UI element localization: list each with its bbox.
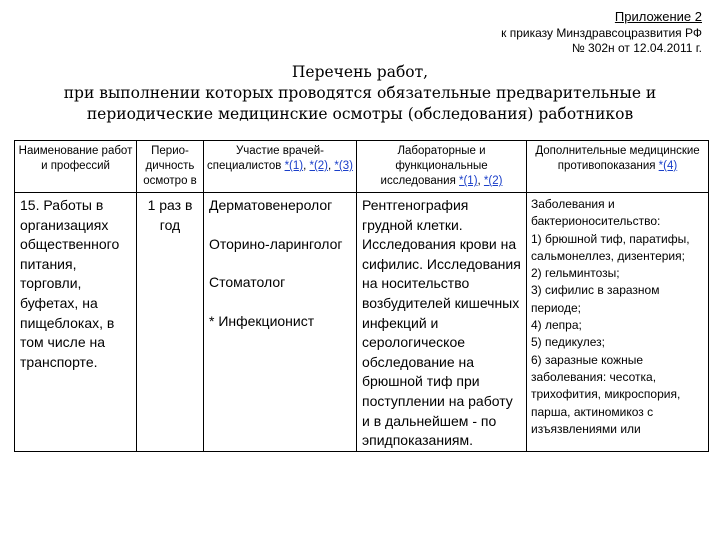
contra-item-4: 4) лепра; [531, 318, 582, 333]
footnote-link-1[interactable]: *(1) [459, 175, 478, 187]
contra-item-1: 1) брюшной тиф, паратифы, сальмонеллез, дизентерия; [531, 231, 690, 263]
cell-lab-tests: Рентгенография грудной клетки. Исследования крови на сифилис. Исследования на носительство возбудителей кишечных инфекций и серологическое обследование на брюшной тиф при поступлении на работу и в дальнейшем - по эпидпоказаниям. [357, 193, 527, 452]
contra-intro: Заболевания и бактерионосительство: [531, 197, 661, 229]
order-number: № 302н от 12.04.2011 г. [571, 41, 702, 55]
order-reference: к приказу Минздравсоцразвития РФ [501, 26, 702, 40]
contra-item-5: 5) педикулез; [531, 335, 605, 350]
header-lab-text: Лабораторные и функциональные исследования [380, 145, 488, 187]
title-line-1: Перечень работ, [291, 63, 429, 81]
contra-item-6: 6) заразные кожные заболевания: чесотка, трихофития, микроспория, парша, актиномикоз с изъязвлениями или [531, 352, 681, 436]
title-line-2: при выполнении которых проводятся обязательные предварительные и [63, 84, 657, 102]
header-specialists [204, 141, 357, 193]
works-table [14, 140, 709, 452]
header-separator: , [328, 160, 335, 172]
header-contraindications [527, 141, 709, 193]
cell-work-description: 15. Работы в организациях общественного питания, торговли, буфетах, на пищеблоках, в том числе на транспорте. [15, 193, 137, 452]
header-lab-tests [357, 141, 527, 193]
table-header-row [15, 141, 709, 193]
header-separator: , [303, 160, 310, 172]
specialist-dentist: Стоматолог [209, 274, 286, 291]
annex-label: Приложение 2 [614, 9, 702, 24]
header-separator: , [477, 175, 484, 187]
header-specialists-text: Участие врачей-специалистов [207, 145, 324, 172]
footnote-link-4[interactable]: *(4) [658, 160, 678, 172]
specialist-dermatovenereologist: Дерматовенеролог [209, 197, 333, 213]
footnote-link-2[interactable]: *(2) [483, 175, 503, 187]
cell-contraindications [527, 193, 709, 452]
header-periodicity: Перио-дичность осмотро в [137, 141, 204, 193]
document-title [0, 62, 720, 125]
title-line-3: периодические медицинские осмотры (обследования) работников [86, 105, 634, 123]
footnote-link-3[interactable]: *(3) [334, 160, 353, 172]
header-contra-text: Дополнительные медицинские противопоказания [535, 145, 700, 172]
contra-item-3: 3) сифилис в заразном периоде; [531, 283, 660, 315]
cell-specialists [204, 193, 357, 452]
cell-periodicity: 1 раз в год [137, 193, 204, 452]
table-row [15, 193, 709, 452]
specialist-infectionist: * Инфекционист [209, 312, 315, 329]
footnote-link-1[interactable]: *(1) [284, 160, 304, 172]
header-works: Наименование работ и профессий [15, 141, 137, 193]
annex-header [501, 8, 702, 56]
contra-item-2: 2) гельминтозы; [531, 266, 620, 281]
footnote-link-2[interactable]: *(2) [309, 160, 329, 172]
specialist-otolaryngologist: Оторино-ларинголог [209, 235, 343, 252]
